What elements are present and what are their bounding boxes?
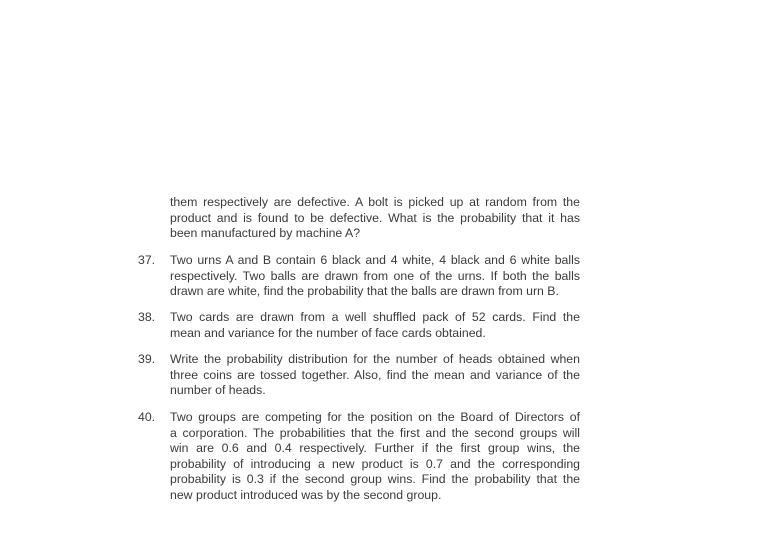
- text-line: win are 0.6 and 0.4 respectively. Further if the first group wins, the: [170, 441, 580, 456]
- text-line: Two cards are drawn from a well shuffled pack of 52 cards. Find the: [170, 310, 580, 324]
- text-line: probability is 0.3 if the second group wins. Find the probability that the: [170, 472, 580, 487]
- text-line: a corporation. The probabilities that the first and the second groups will: [170, 425, 580, 440]
- text-line: new product introduced was by the second group.: [170, 487, 442, 502]
- text-line: probability of introducing a new product is 0.7 and the corresponding: [170, 456, 580, 471]
- text-line: them respectively are defective. A bolt is picked up at random from the: [170, 195, 580, 209]
- text-line: three coins are tossed together. Also, find the mean and variance of the: [170, 367, 580, 382]
- text-line: product and is found to be defective. What is the probability that it has: [170, 210, 580, 225]
- question-number: 39.: [138, 352, 156, 366]
- text-line: drawn are white, find the probability that the balls are drawn from urn B.: [170, 284, 559, 299]
- question-text: [170, 253, 580, 300]
- continuation-text: [170, 195, 580, 242]
- text-line: been manufactured by machine A?: [170, 226, 361, 241]
- text-line: mean and variance for the number of face cards obtained.: [170, 325, 486, 340]
- question-text: [170, 352, 580, 399]
- text-line: number of heads.: [170, 383, 266, 398]
- question-text: [170, 310, 580, 341]
- text-line: respectively. Two balls are drawn from one of the urns. If both the balls: [170, 268, 580, 283]
- question-number: 40.: [138, 410, 156, 424]
- text-line: Two urns A and B contain 6 black and 4 white, 4 black and 6 white balls: [170, 253, 580, 267]
- text-line: Two groups are competing for the position on the Board of Directors of: [170, 410, 580, 424]
- text-line: Write the probability distribution for the number of heads obtained when: [170, 352, 580, 366]
- question-text: [170, 410, 580, 504]
- question-number: 38.: [138, 310, 156, 324]
- question-number: 37.: [138, 253, 156, 267]
